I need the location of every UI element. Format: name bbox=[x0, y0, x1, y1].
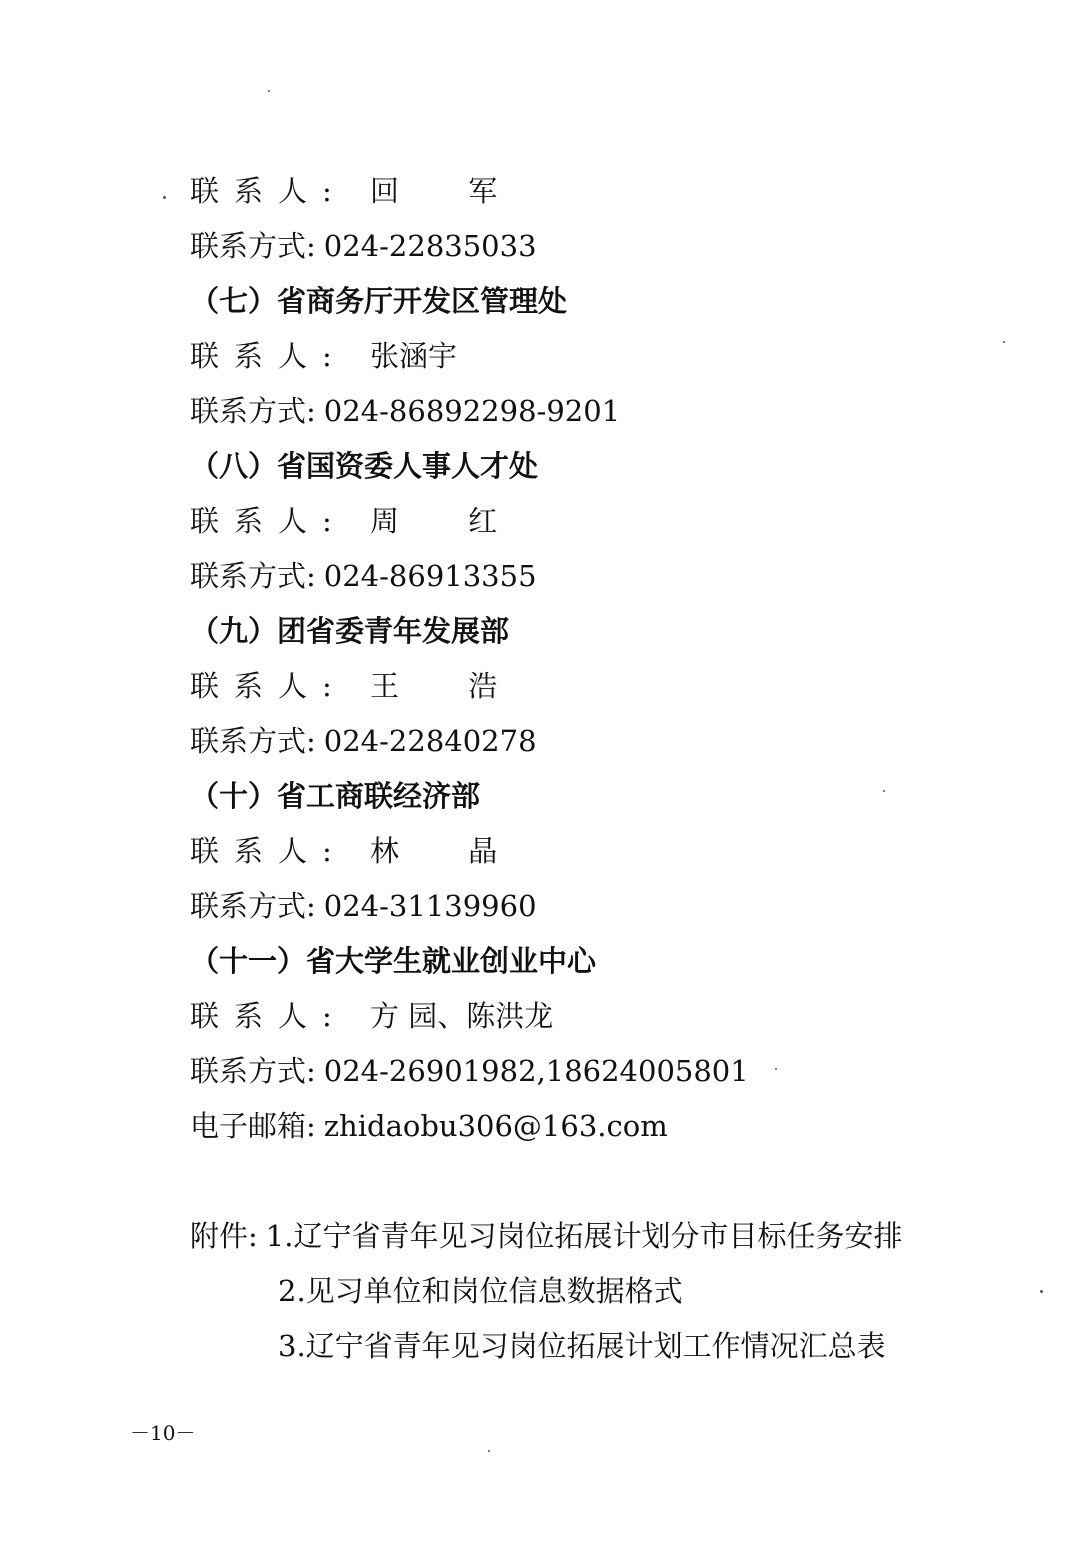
section-heading: （七）省商务厅开发区管理处 bbox=[190, 284, 568, 318]
contact-person-name: 王 浩 bbox=[370, 669, 528, 703]
contact-person-label: 联系人: bbox=[190, 504, 347, 538]
contact-person-label: 联系人: bbox=[190, 339, 347, 373]
attachment-item: 2.见习单位和岗位信息数据格式 bbox=[278, 1274, 683, 1308]
contact-person-name: 回 军 bbox=[370, 174, 528, 208]
contact-phone-label: 联系方式: bbox=[190, 559, 316, 593]
scan-speck bbox=[488, 1450, 490, 1452]
scan-speck bbox=[775, 1068, 777, 1070]
contact-email-line bbox=[190, 1106, 668, 1146]
contact-person-name: 周 红 bbox=[370, 504, 528, 538]
attachment-item: 3.辽宁省青年见习岗位拓展计划工作情况汇总表 bbox=[278, 1329, 886, 1363]
contact-phone-line bbox=[190, 886, 537, 926]
section-heading: （八）省国资委人事人才处 bbox=[190, 449, 539, 483]
contact-person-line bbox=[190, 336, 457, 376]
contact-phone-value: 024-22840278 bbox=[323, 724, 537, 758]
scan-speck bbox=[1003, 341, 1005, 343]
contact-phone-value: 024-86892298-9201 bbox=[323, 394, 621, 428]
contact-phone-value: 024-86913355 bbox=[323, 559, 537, 593]
contact-phone-line bbox=[190, 391, 620, 431]
contact-person-label: 联系人: bbox=[190, 834, 347, 868]
contact-phone-label: 联系方式: bbox=[190, 229, 316, 263]
contact-person-label: 联系人: bbox=[190, 669, 347, 703]
contact-person-name: 方 园、陈洪龙 bbox=[370, 999, 554, 1033]
contact-phone-line bbox=[190, 556, 537, 596]
attachments-label: 附件: bbox=[190, 1219, 258, 1253]
page-number: －10－ bbox=[130, 1421, 196, 1445]
scan-speck bbox=[883, 790, 885, 792]
contact-person-line bbox=[190, 666, 527, 706]
scan-speck bbox=[1040, 1290, 1043, 1293]
contact-person-label: 联系人: bbox=[190, 999, 347, 1033]
attachments-line bbox=[190, 1216, 902, 1256]
scan-speck bbox=[163, 196, 166, 199]
contact-person-line bbox=[190, 171, 527, 211]
contact-person-name: 张涵宇 bbox=[370, 339, 458, 373]
contact-phone-label: 联系方式: bbox=[190, 889, 316, 923]
contact-person-line bbox=[190, 501, 527, 541]
contact-phone-line bbox=[190, 226, 537, 266]
contact-phone-label: 联系方式: bbox=[190, 724, 316, 758]
contact-phone-line bbox=[190, 1051, 749, 1091]
contact-phone-value: 024-22835033 bbox=[323, 229, 537, 263]
section-heading: （十一）省大学生就业创业中心 bbox=[190, 944, 597, 978]
contact-phone-label: 联系方式: bbox=[190, 1054, 316, 1088]
contact-email-value: zhidaobu306@163.com bbox=[323, 1109, 668, 1143]
contact-person-line bbox=[190, 996, 553, 1036]
contact-person-line bbox=[190, 831, 527, 871]
contact-phone-value: 024-26901982,18624005801 bbox=[323, 1054, 749, 1088]
contact-person-name: 林 晶 bbox=[370, 834, 528, 868]
contact-person-label: 联系人: bbox=[190, 174, 347, 208]
contact-email-label: 电子邮箱: bbox=[190, 1109, 316, 1143]
scan-speck bbox=[268, 90, 270, 92]
contact-phone-label: 联系方式: bbox=[190, 394, 316, 428]
contact-phone-line bbox=[190, 721, 537, 761]
section-heading: （九）团省委青年发展部 bbox=[190, 614, 510, 648]
attachment-item: 1.辽宁省青年见习岗位拓展计划分市目标任务安排 bbox=[265, 1219, 903, 1253]
section-heading: （十）省工商联经济部 bbox=[190, 779, 481, 813]
contact-phone-value: 024-31139960 bbox=[323, 889, 537, 923]
